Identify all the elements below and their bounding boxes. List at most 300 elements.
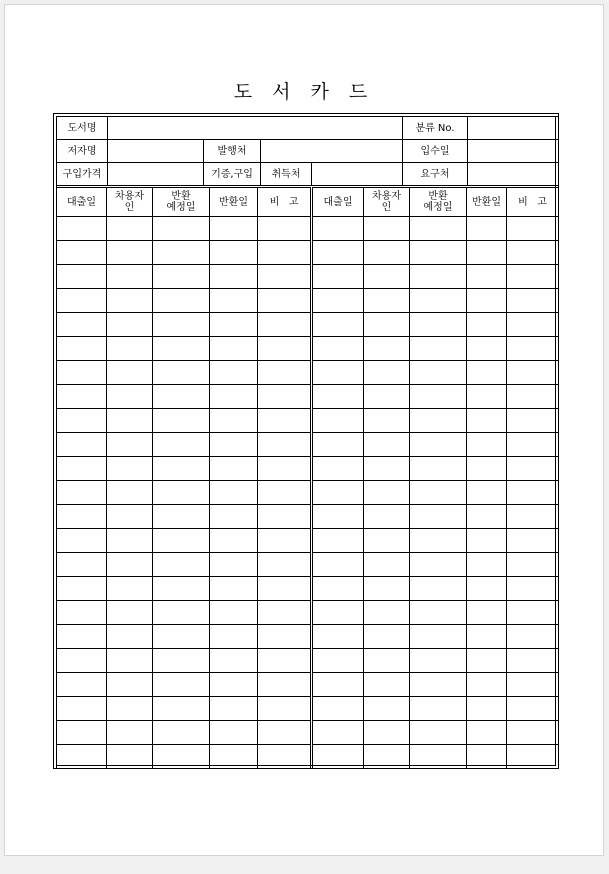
table-cell[interactable] — [258, 313, 311, 337]
table-cell[interactable] — [107, 241, 153, 265]
table-cell[interactable] — [153, 745, 210, 769]
table-cell[interactable] — [210, 577, 258, 601]
table-row — [313, 337, 559, 361]
table-cell[interactable] — [107, 673, 153, 697]
table-cell[interactable] — [107, 601, 153, 625]
table-cell[interactable] — [153, 409, 210, 433]
table-cell[interactable] — [107, 265, 153, 289]
table-cell[interactable] — [313, 673, 364, 697]
table-cell[interactable] — [410, 217, 467, 241]
book-name-label: 도서명 — [57, 117, 108, 140]
table-cell[interactable] — [258, 409, 311, 433]
table-row — [313, 745, 559, 769]
table-cell[interactable] — [57, 265, 107, 289]
table-cell[interactable] — [364, 337, 410, 361]
table-cell[interactable] — [467, 577, 507, 601]
table-cell[interactable] — [210, 265, 258, 289]
table-cell[interactable] — [153, 313, 210, 337]
table-cell[interactable] — [107, 337, 153, 361]
table-cell[interactable] — [107, 721, 153, 745]
table-cell[interactable] — [313, 505, 364, 529]
table-cell[interactable] — [57, 217, 107, 241]
loan-table-right — [312, 187, 558, 769]
table-row — [57, 697, 311, 721]
table-cell[interactable] — [467, 217, 507, 241]
table-cell[interactable] — [507, 265, 559, 289]
table-cell[interactable] — [258, 505, 311, 529]
table-cell[interactable] — [153, 361, 210, 385]
table-cell[interactable] — [364, 697, 410, 721]
table-row — [57, 457, 311, 481]
table-cell[interactable] — [107, 553, 153, 577]
table-cell[interactable] — [313, 337, 364, 361]
table-cell[interactable] — [153, 625, 210, 649]
table-cell[interactable] — [258, 337, 311, 361]
table-cell[interactable] — [467, 433, 507, 457]
table-cell[interactable] — [57, 241, 107, 265]
table-cell[interactable] — [107, 409, 153, 433]
table-cell[interactable] — [507, 601, 559, 625]
window-bottom-bar — [0, 860, 609, 874]
header-row-left — [57, 188, 311, 217]
table-row — [57, 505, 311, 529]
table-cell[interactable] — [107, 481, 153, 505]
table-cell[interactable] — [313, 601, 364, 625]
table-cell[interactable] — [507, 625, 559, 649]
table-row — [57, 265, 311, 289]
table-cell[interactable] — [364, 481, 410, 505]
accession-date-field[interactable] — [468, 140, 559, 163]
table-row — [57, 217, 311, 241]
table-cell[interactable] — [467, 625, 507, 649]
table-cell[interactable] — [467, 265, 507, 289]
table-cell[interactable] — [258, 529, 311, 553]
table-cell[interactable] — [153, 529, 210, 553]
table-cell[interactable] — [57, 409, 107, 433]
table-row — [57, 625, 311, 649]
table-cell[interactable] — [210, 241, 258, 265]
table-cell[interactable] — [258, 649, 311, 673]
table-cell[interactable] — [210, 721, 258, 745]
table-cell[interactable] — [507, 721, 559, 745]
table-cell[interactable] — [507, 745, 559, 769]
table-row — [57, 649, 311, 673]
table-cell[interactable] — [210, 553, 258, 577]
table-cell[interactable] — [258, 433, 311, 457]
table-cell[interactable] — [410, 673, 467, 697]
table-cell[interactable] — [313, 529, 364, 553]
table-cell[interactable] — [410, 313, 467, 337]
table-cell[interactable] — [364, 529, 410, 553]
table-row — [313, 529, 559, 553]
col-remarks-right: 비 고 — [507, 188, 559, 217]
table-row — [313, 697, 559, 721]
table-cell[interactable] — [153, 697, 210, 721]
table-cell[interactable] — [210, 361, 258, 385]
table-cell[interactable] — [410, 361, 467, 385]
table-cell[interactable] — [467, 649, 507, 673]
col-borrower-right: 차용자 인 — [364, 188, 410, 217]
table-cell[interactable] — [410, 409, 467, 433]
table-cell[interactable] — [153, 289, 210, 313]
table-cell[interactable] — [410, 745, 467, 769]
table-cell[interactable] — [258, 577, 311, 601]
author-label: 저자명 — [57, 140, 108, 163]
table-cell[interactable] — [467, 361, 507, 385]
table-cell[interactable] — [210, 673, 258, 697]
table-row — [57, 337, 311, 361]
table-cell[interactable] — [364, 385, 410, 409]
table-cell[interactable] — [507, 289, 559, 313]
table-cell[interactable] — [364, 241, 410, 265]
acquisition-source-label: 취득처 — [261, 163, 312, 186]
table-cell[interactable] — [364, 721, 410, 745]
table-cell[interactable] — [107, 385, 153, 409]
table-cell[interactable] — [57, 433, 107, 457]
table-cell[interactable] — [210, 433, 258, 457]
col-loan-date-right: 대출일 — [313, 188, 364, 217]
table-cell[interactable] — [364, 313, 410, 337]
table-cell[interactable] — [313, 745, 364, 769]
table-cell[interactable] — [210, 457, 258, 481]
table-cell[interactable] — [410, 433, 467, 457]
table-cell[interactable] — [57, 697, 107, 721]
table-cell[interactable] — [467, 721, 507, 745]
table-cell[interactable] — [210, 625, 258, 649]
table-row — [57, 601, 311, 625]
table-cell[interactable] — [410, 385, 467, 409]
table-cell[interactable] — [364, 433, 410, 457]
table-cell[interactable] — [210, 409, 258, 433]
table-row — [313, 289, 559, 313]
table-cell[interactable] — [57, 721, 107, 745]
table-cell[interactable] — [410, 625, 467, 649]
table-cell[interactable] — [507, 553, 559, 577]
col-loan-date-left: 대출일 — [57, 188, 107, 217]
table-cell[interactable] — [210, 601, 258, 625]
table-cell[interactable] — [364, 625, 410, 649]
table-cell[interactable] — [313, 553, 364, 577]
table-cell[interactable] — [107, 649, 153, 673]
table-cell[interactable] — [313, 265, 364, 289]
table-cell[interactable] — [467, 553, 507, 577]
table-cell[interactable] — [153, 265, 210, 289]
table-cell[interactable] — [107, 745, 153, 769]
table-row — [57, 577, 311, 601]
table-cell[interactable] — [258, 721, 311, 745]
table-cell[interactable] — [258, 745, 311, 769]
table-cell[interactable] — [507, 313, 559, 337]
table-cell[interactable] — [410, 601, 467, 625]
table-row — [313, 241, 559, 265]
table-cell[interactable] — [258, 265, 311, 289]
table-cell[interactable] — [467, 505, 507, 529]
table-row — [313, 505, 559, 529]
table-cell[interactable] — [313, 625, 364, 649]
table-cell[interactable] — [210, 745, 258, 769]
table-cell[interactable] — [210, 217, 258, 241]
book-card-inner — [56, 116, 556, 766]
classification-field[interactable] — [468, 117, 559, 140]
table-cell[interactable] — [467, 745, 507, 769]
table-row — [57, 553, 311, 577]
table-cell[interactable] — [107, 361, 153, 385]
table-cell[interactable] — [507, 577, 559, 601]
table-cell[interactable] — [57, 553, 107, 577]
table-cell[interactable] — [57, 481, 107, 505]
table-row — [57, 745, 311, 769]
table-cell[interactable] — [507, 481, 559, 505]
table-row — [57, 313, 311, 337]
table-cell[interactable] — [57, 337, 107, 361]
table-cell[interactable] — [507, 697, 559, 721]
col-due-date-right: 반환 예정일 — [410, 188, 467, 217]
table-cell[interactable] — [313, 481, 364, 505]
table-cell[interactable] — [107, 577, 153, 601]
table-cell[interactable] — [410, 697, 467, 721]
table-cell[interactable] — [410, 505, 467, 529]
table-cell[interactable] — [107, 313, 153, 337]
table-cell[interactable] — [153, 553, 210, 577]
table-cell[interactable] — [507, 673, 559, 697]
table-cell[interactable] — [153, 433, 210, 457]
table-cell[interactable] — [153, 337, 210, 361]
table-cell[interactable] — [57, 289, 107, 313]
table-cell[interactable] — [507, 337, 559, 361]
table-cell[interactable] — [210, 337, 258, 361]
table-row — [57, 289, 311, 313]
table-cell[interactable] — [258, 457, 311, 481]
table-row — [57, 385, 311, 409]
table-cell[interactable] — [258, 481, 311, 505]
requester-label: 요구처 — [403, 163, 468, 186]
table-cell[interactable] — [258, 217, 311, 241]
table-cell[interactable] — [153, 217, 210, 241]
table-cell[interactable] — [364, 673, 410, 697]
table-cell[interactable] — [57, 625, 107, 649]
table-cell[interactable] — [313, 313, 364, 337]
table-cell[interactable] — [410, 265, 467, 289]
table-cell[interactable] — [410, 649, 467, 673]
table-cell[interactable] — [467, 337, 507, 361]
col-borrower-left: 차용자 인 — [107, 188, 153, 217]
table-cell[interactable] — [313, 577, 364, 601]
table-cell[interactable] — [467, 697, 507, 721]
table-cell[interactable] — [258, 241, 311, 265]
table-row — [57, 481, 311, 505]
table-cell[interactable] — [410, 457, 467, 481]
table-row — [57, 241, 311, 265]
table-row — [313, 313, 559, 337]
table-cell[interactable] — [153, 673, 210, 697]
classification-label: 분류 No. — [403, 117, 468, 140]
table-cell[interactable] — [313, 241, 364, 265]
table-cell[interactable] — [210, 649, 258, 673]
table-row — [313, 649, 559, 673]
table-cell[interactable] — [507, 361, 559, 385]
table-cell[interactable] — [153, 505, 210, 529]
table-cell[interactable] — [364, 577, 410, 601]
table-cell[interactable] — [507, 241, 559, 265]
table-cell[interactable] — [153, 721, 210, 745]
table-cell[interactable] — [57, 601, 107, 625]
table-cell[interactable] — [313, 433, 364, 457]
table-cell[interactable] — [57, 385, 107, 409]
table-cell[interactable] — [57, 649, 107, 673]
table-cell[interactable] — [258, 673, 311, 697]
table-cell[interactable] — [467, 673, 507, 697]
table-cell[interactable] — [153, 241, 210, 265]
table-cell[interactable] — [507, 385, 559, 409]
table-cell[interactable] — [258, 697, 311, 721]
table-cell[interactable] — [210, 289, 258, 313]
table-cell[interactable] — [107, 505, 153, 529]
publisher-field[interactable] — [261, 140, 403, 163]
table-cell[interactable] — [153, 601, 210, 625]
table-row — [313, 433, 559, 457]
table-cell[interactable] — [364, 505, 410, 529]
table-cell[interactable] — [364, 457, 410, 481]
table-cell[interactable] — [410, 337, 467, 361]
loan-table-left — [56, 187, 312, 769]
table-cell[interactable] — [467, 289, 507, 313]
table-cell[interactable] — [507, 649, 559, 673]
table-row — [313, 457, 559, 481]
col-due-date-left: 반환 예정일 — [153, 188, 210, 217]
table-row — [313, 481, 559, 505]
table-cell[interactable] — [467, 313, 507, 337]
table-cell[interactable] — [313, 457, 364, 481]
table-cell[interactable] — [313, 217, 364, 241]
acquisition-source-field[interactable] — [312, 163, 403, 186]
table-cell[interactable] — [210, 481, 258, 505]
table-row — [57, 673, 311, 697]
table-cell[interactable] — [313, 649, 364, 673]
table-cell[interactable] — [57, 745, 107, 769]
table-cell[interactable] — [153, 385, 210, 409]
table-cell[interactable] — [364, 409, 410, 433]
table-cell[interactable] — [107, 529, 153, 553]
table-cell[interactable] — [410, 721, 467, 745]
author-field[interactable] — [108, 140, 204, 163]
table-cell[interactable] — [258, 601, 311, 625]
header-row-right — [313, 188, 559, 217]
table-row — [313, 385, 559, 409]
table-cell[interactable] — [153, 481, 210, 505]
table-cell[interactable] — [107, 457, 153, 481]
table-cell[interactable] — [107, 433, 153, 457]
table-cell[interactable] — [467, 457, 507, 481]
table-cell[interactable] — [467, 385, 507, 409]
table-cell[interactable] — [467, 409, 507, 433]
table-cell[interactable] — [107, 697, 153, 721]
table-cell[interactable] — [153, 577, 210, 601]
table-cell[interactable] — [364, 217, 410, 241]
table-cell[interactable] — [410, 289, 467, 313]
table-cell[interactable] — [507, 433, 559, 457]
table-cell[interactable] — [258, 385, 311, 409]
table-cell[interactable] — [364, 361, 410, 385]
table-row — [313, 265, 559, 289]
purchase-price-field[interactable] — [108, 163, 204, 186]
table-cell[interactable] — [57, 313, 107, 337]
table-cell[interactable] — [364, 601, 410, 625]
table-cell[interactable] — [410, 481, 467, 505]
table-cell[interactable] — [258, 553, 311, 577]
table-cell[interactable] — [210, 385, 258, 409]
table-cell[interactable] — [313, 361, 364, 385]
table-cell[interactable] — [364, 265, 410, 289]
table-cell[interactable] — [210, 529, 258, 553]
table-cell[interactable] — [467, 529, 507, 553]
table-cell[interactable] — [210, 313, 258, 337]
table-cell[interactable] — [57, 529, 107, 553]
info-row-2 — [57, 140, 559, 163]
table-cell[interactable] — [410, 529, 467, 553]
table-cell[interactable] — [57, 457, 107, 481]
table-row — [313, 409, 559, 433]
table-cell[interactable] — [507, 529, 559, 553]
table-cell[interactable] — [313, 409, 364, 433]
table-cell[interactable] — [153, 649, 210, 673]
table-cell[interactable] — [258, 289, 311, 313]
table-cell[interactable] — [258, 625, 311, 649]
requester-field[interactable] — [468, 163, 559, 186]
book-name-field[interactable] — [108, 117, 403, 140]
table-cell[interactable] — [410, 577, 467, 601]
col-return-date-left: 반환일 — [210, 188, 258, 217]
purchase-price-label: 구입가격 — [57, 163, 108, 186]
table-cell[interactable] — [410, 241, 467, 265]
table-cell[interactable] — [107, 217, 153, 241]
table-row — [57, 433, 311, 457]
info-row-1 — [57, 117, 559, 140]
table-cell[interactable] — [313, 697, 364, 721]
table-cell[interactable] — [467, 481, 507, 505]
col-remarks-left: 비 고 — [258, 188, 311, 217]
table-cell[interactable] — [507, 409, 559, 433]
table-cell[interactable] — [507, 505, 559, 529]
table-cell[interactable] — [313, 289, 364, 313]
table-cell[interactable] — [210, 697, 258, 721]
table-row — [313, 577, 559, 601]
table-row — [57, 721, 311, 745]
table-cell[interactable] — [153, 457, 210, 481]
table-cell[interactable] — [410, 553, 467, 577]
table-cell[interactable] — [507, 217, 559, 241]
table-cell[interactable] — [57, 673, 107, 697]
table-cell[interactable] — [313, 721, 364, 745]
table-cell[interactable] — [313, 385, 364, 409]
table-cell[interactable] — [364, 289, 410, 313]
table-row — [313, 601, 559, 625]
table-cell[interactable] — [364, 553, 410, 577]
table-cell[interactable] — [107, 289, 153, 313]
table-cell[interactable] — [210, 505, 258, 529]
table-cell[interactable] — [57, 361, 107, 385]
table-cell[interactable] — [258, 361, 311, 385]
publisher-label: 발행처 — [204, 140, 261, 163]
table-row — [57, 409, 311, 433]
table-cell[interactable] — [107, 625, 153, 649]
table-cell[interactable] — [507, 457, 559, 481]
table-cell[interactable] — [364, 745, 410, 769]
table-cell[interactable] — [57, 577, 107, 601]
table-cell[interactable] — [467, 241, 507, 265]
table-cell[interactable] — [57, 505, 107, 529]
table-cell[interactable] — [467, 601, 507, 625]
table-cell[interactable] — [364, 649, 410, 673]
